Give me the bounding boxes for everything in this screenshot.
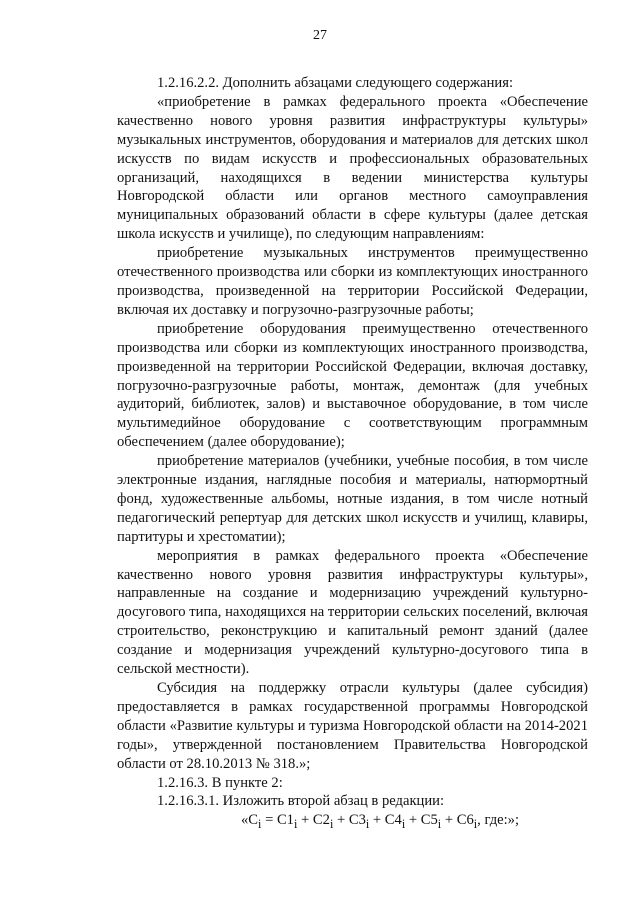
paragraph: Субсидия на поддержку отрасли культуры (далее субсидия) предоставляется в рамках государственной программы Новгородской области «Развитие культуры и туризма Новгородской области на 2014-2021 годы», утвержденной постановлением Правительства Новгородской области от 28.10.2013 № 318.»; — [117, 680, 588, 772]
formula-subscript: i — [473, 817, 478, 832]
formula-part: + C2 — [297, 812, 330, 829]
formula-part: = C1 — [261, 812, 294, 829]
formula-part: + C4 — [369, 812, 402, 829]
formula-subscript: i — [401, 817, 406, 832]
formula-subscript: i — [329, 817, 334, 832]
paragraph: «приобретение в рамках федерального проекта «Обеспечение качественно нового уровня развития инфраструктуры культуры» музыкальных инструментов, оборудования и материалов для детских школ искусств по видам искусств и профессиональных образовательных организаций, находящихся в ведении министерства культуры Новгородской области или органов местного самоуправления муниципальных образований области в сфере культуры (далее детская школа искусств и училище), по следующим направлениям: — [117, 93, 588, 243]
formula-part: + C6 — [441, 812, 474, 829]
formula-subscript: i — [437, 817, 442, 832]
paragraph: приобретение оборудования преимущественно отечественного производства или сборки из комплектующих иностранного производства, произведенной на территории Российской Федерации, включая доставку, погрузочно-разгрузочные работы, монтаж, демонтаж (для учебных аудиторий, библиотек, залов) и выставочное оборудование, в том числе мультимедийное оборудование с соответствующим программным обеспечением (далее оборудование); — [117, 320, 588, 451]
formula-part: + C5 — [405, 812, 438, 829]
formula-part: , где:»; — [477, 812, 520, 829]
formula-part: «C — [241, 812, 259, 829]
formula — [117, 811, 588, 834]
formula-subscript: i — [258, 817, 262, 832]
document-body — [117, 74, 588, 834]
formula-part: + C3 — [333, 812, 366, 829]
formula-subscript: i — [293, 817, 298, 832]
paragraph: 1.2.16.3. В пункте 2: — [157, 774, 283, 791]
paragraph: приобретение материалов (учебники, учебные пособия, в том числе электронные издания, наглядные пособия и материалы, натюрмортный фонд, художественные альбомы, нотные издания, в том числе нотный педагогический репертуар для детских школ искусств и училищ, клавиры, партитуры и хрестоматии); — [117, 453, 588, 545]
formula-subscript: i — [365, 817, 370, 832]
paragraph: 1.2.16.3.1. Изложить второй абзац в редакции: — [157, 793, 445, 810]
paragraph: 1.2.16.2.2. Дополнить абзацами следующего содержания: — [157, 75, 514, 91]
paragraph: мероприятия в рамках федерального проекта «Обеспечение качественно нового уровня развития инфраструктуры культуры», направленные на создание и модернизацию учреждений культурно-досугового типа, находящихся на территории сельских поселений, включая строительство, реконструкцию и капитальный ремонт зданий (далее создание и модернизация учреждений культурно-досугового типа в сельской местности). — [117, 547, 588, 678]
paragraph: приобретение музыкальных инструментов преимущественно отечественного производства или сборки из комплектующих иностранного производства, произведенной на территории Российской Федерации, включая их доставку и погрузочно-разгрузочные работы; — [117, 245, 588, 318]
page-number: 27 — [313, 28, 327, 43]
